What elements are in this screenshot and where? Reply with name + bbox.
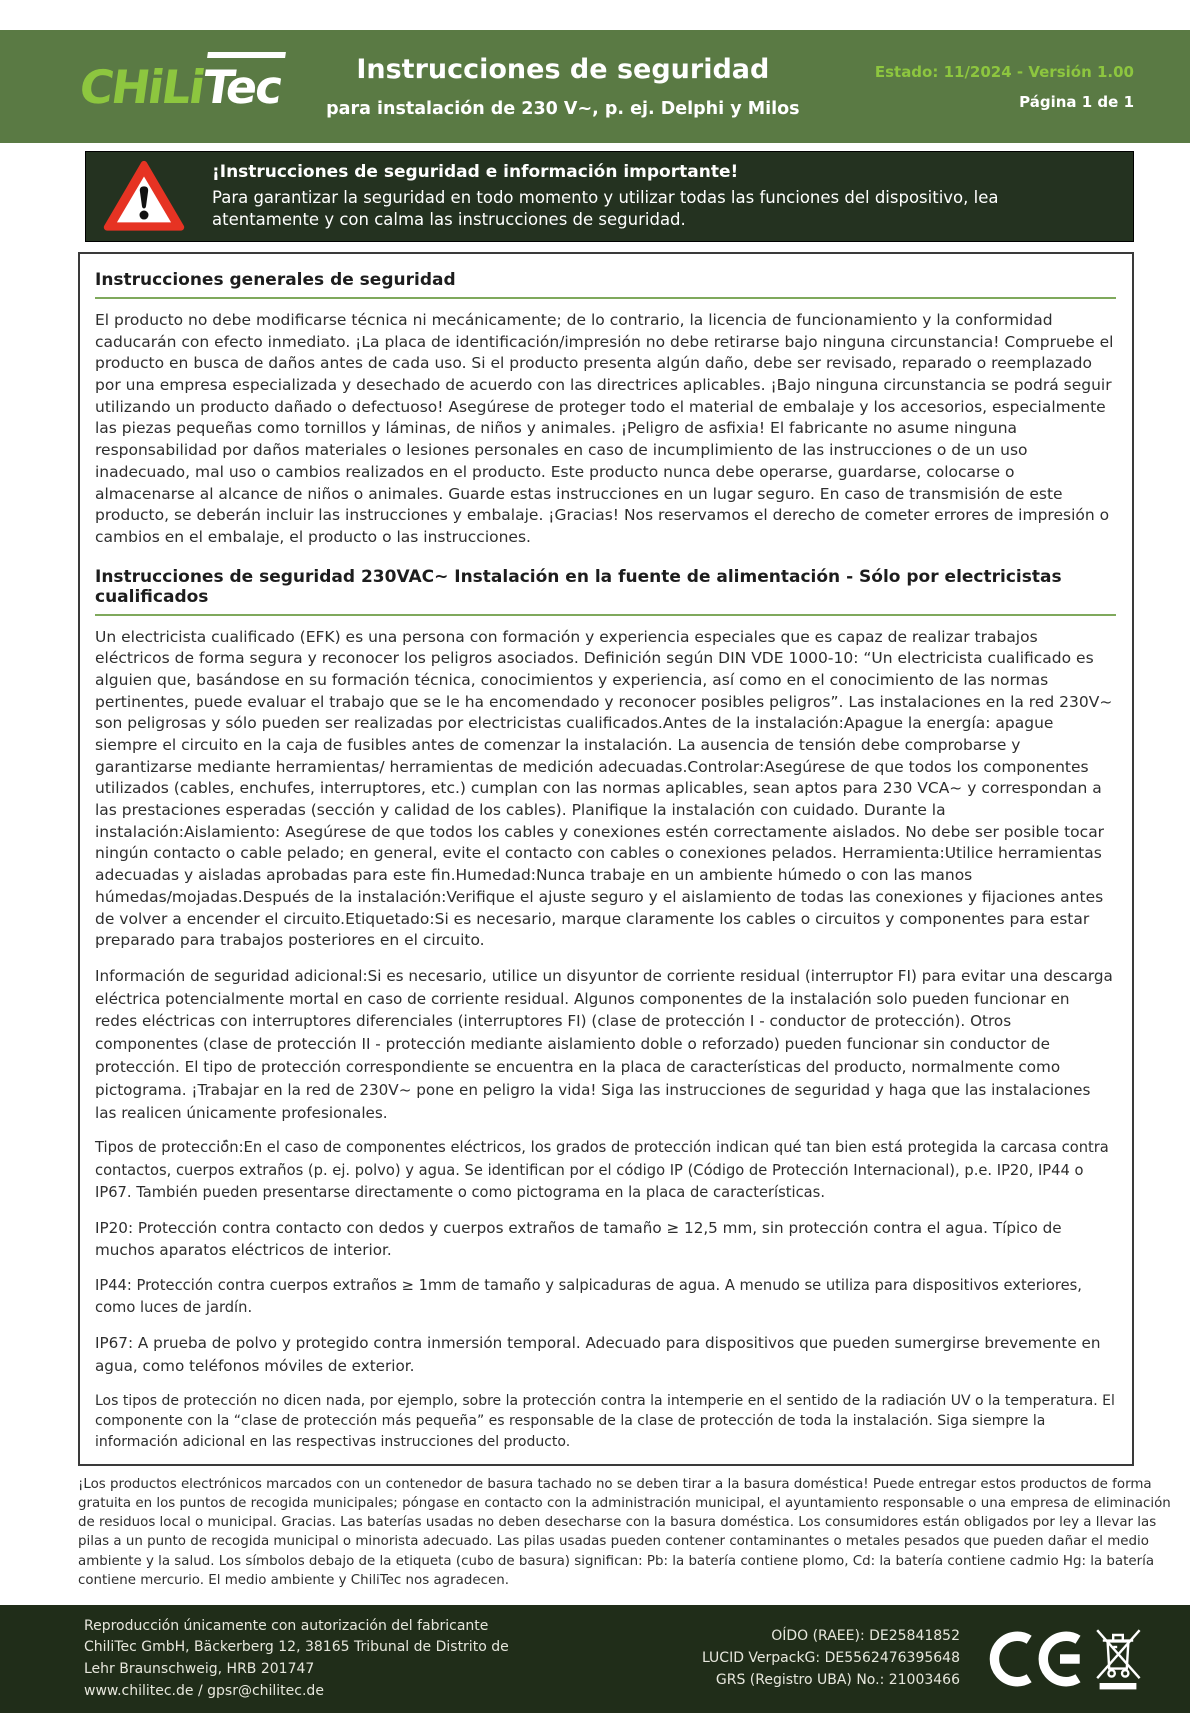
footer-marks xyxy=(980,1623,1142,1695)
warning-triangle-icon xyxy=(102,160,186,234)
page-number: Página 1 de 1 xyxy=(1019,92,1134,111)
paragraph-general-safety: El producto no debe modificarse técnica ni mecánicamente; de lo contrario, la licencia de funcionamiento y la conformidad caducarán con efecto inmediato. ¡La placa de identificación/impresión no debe retirarse bajo ninguna circunstancia! Compruebe el producto en busca de daños antes de cada uso. Si el producto presenta algún daño, debe ser revisado, reparado o reemplazado por una empresa especializada y desechado de acuerdo con las directrices aplicables. ¡Bajo ninguna circunstancia se podrá seguir utilizando un producto dañado o defectuoso! Asegúrese de proteger todo el material de embalaje y los accesorios, especialmente las piezas pequeñas como tornillos y láminas, de niños y animales. ¡Peligro de asfixia! El fabricante no asume ninguna responsabilidad por daños materiales o lesiones personales en caso de incumplimiento de las instrucciones o de un uso inadecuado, mal uso o cambios realizados en el producto. Este producto nunca debe operarse, guardarse, colocarse o almacenarse al alcance de niños o animales. Guarde estas instrucciones en un lugar seguro. En caso de transmisión de este producto, se deberán incluir las instrucciones y embalaje. ¡Gracias! Nos reservamos el derecho de cometer errores de impresión o cambios en el embalaje, el producto o las instrucciones. xyxy=(95,311,1114,546)
logo-text-white: Tec xyxy=(199,52,285,114)
paragraph-ip20: IP20: Protección contra contacto con dedos y cuerpos extraños de tamaño ≥ 12,5 mm, sin protección contra el agua. Típico de muchos aparatos eléctricos de interior. xyxy=(95,1218,1062,1260)
paragraph-qualified-electrician: Un electricista cualificado (EFK) es una persona con formación y experiencia especiales que es capaz de realizar trabajos eléctricos de forma segura y reconocer los peligros asociados. Definición según DIN VDE 1000-10: “Un electricista cualificado es alguien que, basándose en su formación técnica, conocimientos y experiencia, así como en el conocimiento de las normas pertinentes, puede evaluar el trabajo que se le ha encomendado y reconocer posibles peligros”. Las instalaciones en la red 230V~ son peligrosas y sólo pueden ser realizadas por electricistas cualificados.Antes de la instalación:Apague la energía: apague siempre el circuito en la caja de fusibles antes de comenzar la instalación. La ausencia de tensión debe comprobarse y garantizarse mediante herramientas/ herramientas de medición adecuadas.Controlar:Asegúrese de que todos los componentes utilizados (cables, enchufes, interruptores, etc.) cumplan con las normas aplicables, sean aptos para 230 VCA~ y correspondan a las prestaciones esperadas (sección y calidad de los cables). Planifique la instalación con cuidado. Durante la instalación:Aislamiento: Asegúrese de que todos los cables y conexiones estén correctamente aislados. No debe ser posible tocar ningún contacto o cable pelado; en general, evite el contacto con cables o conexiones pelados. Herramienta:Utilice herramientas adecuadas y aisladas aprobadas para este fin.Humedad:Nunca trabaje en un ambiente húmedo o con las manos húmedas/mojadas.Después de la instalación:Verifique el ajuste seguro y el aislamiento de todas las conexiones y fijaciones antes de volver a encender el circuito.Etiquetado:Si es necesario, marque claramente los cables o circuitos y componentes para estar preparado para trabajos posteriores en el circuito. xyxy=(95,627,1113,950)
footer-lucid-number: LUCID VerpackG: DE5562476395648 xyxy=(701,1650,960,1667)
paragraph-protection-types: Tipos de protecció̈n:En el caso de componentes eléctricos, los grados de protección indican qué tan bien está protegida la carcasa contra contactos, cuerpos extraños (p. ej. polvo) y agua. Se identifican por el código IP (Código de Protección Internacional), p.e. IP20, IP44 o IP67. También pueden presentarse directamente o como pictograma en la placa de características. xyxy=(95,1139,1109,1201)
paragraph-ip67: IP67: A prueba de polvo y protegido contra inmersión temporal. Adecuado para dispositivos que pueden sumergirse brevemente en agua, como teléfonos móviles de exterior. xyxy=(95,1334,1101,1376)
section-heading-general: Instrucciones generales de seguridad xyxy=(95,270,1116,299)
page-subtitle: para instalación de 230 V~, p. ej. Delphi y Milos xyxy=(326,99,800,119)
paragraph-additional-safety: Información de seguridad adicional:Si es necesario, utilice un disyuntor de corriente residual (interruptor FI) para evitar una descarga eléctrica potencialmente mortal en caso de corriente residual. Algunos componentes de la instalación solo pueden funcionar en redes eléctricas con interruptores diferenciales (interruptores FI) (clase de protección I - conductor de protección). Otros componentes (clase de protección II - protección mediante aislamiento doble o reforzado) pueden funcionar sin conductor de protección. El tipo de protección correspondiente se encuentra en la placa de características del producto, normalmente como pictograma. ¡Trabajar en la red de 230V~ pone en peligro la vida! Siga las instrucciones de seguridad y haga que las instalaciones las realicen únicamente profesionales. xyxy=(95,966,1113,1122)
version-status: Estado: 11/2024 - Versión 1.00 xyxy=(874,62,1134,81)
footer-line-company: ChiliTec GmbH, Bäckerberg 12, 38165 Tribunal de Distrito de xyxy=(84,1639,509,1656)
header-titles xyxy=(281,54,875,119)
footer-line-reproduction: Reproducción únicamente con autorización del fabricante xyxy=(84,1617,489,1634)
header-meta xyxy=(875,63,1134,111)
logo-text-green: CHiLi xyxy=(76,59,207,114)
registration-numbers xyxy=(702,1626,960,1691)
manufacturer-info xyxy=(84,1616,509,1703)
weee-bin-icon xyxy=(1094,1623,1142,1695)
disposal-note: ¡Los productos electrónicos marcados con un contenedor de basura tachado no se deben tirar a la basura doméstica! Puede entregar estos productos de forma gratuita en los puntos de recogida municipales; póngase en contacto con la administración municipal, el ayuntamiento responsable o una empresa de eliminación de residuos local o municipal. Gracias. Las baterías usadas no deben desecharse con la basura doméstica. Los consumidores están obligados por ley a llevar las pilas a un punto de recogida municipal o minorista adecuado. Las pilas usadas pueden contener contaminantes o metales pesados que pueden dañar el medio ambiente y la salud. Los símbolos debajo de la etiqueta (cubo de basura) significan: Pb: la batería contiene plomo, Cd: la batería contiene cadmio Hg: la batería contiene mercurio. El medio ambiente y ChiliTec nos agradecen. xyxy=(78,1477,1171,1588)
chilitec-logo xyxy=(76,59,285,114)
header-band xyxy=(0,30,1190,143)
footer-band xyxy=(0,1605,1190,1713)
paragraph-protection-note: Los tipos de protección no dicen nada, por ejemplo, sobre la protección contra la intemperie en el sentido de la radiación UV o la temperatura. El componente con la “clase de protección más pequeña” es responsable de la clase de protección de toda la instalación. Siga siempre la información adicional en las respectivas instrucciones del producto. xyxy=(95,1392,1115,1450)
warning-banner xyxy=(85,151,1134,242)
footer-line-contact: www.chilitec.de / gpsr@chilitec.de xyxy=(84,1682,324,1699)
section-heading-230vac: Instrucciones de seguridad 230VAC~ Instalación en la fuente de alimentación - Sólo por electricistas cualificados xyxy=(95,567,1116,616)
warning-text xyxy=(212,162,1052,231)
footer-grs-number: GRS (Registro UBA) No.: 21003466 xyxy=(715,1671,960,1688)
warning-body: Para garantizar la seguridad en todo momento y utilizar todas las funciones del dispositivo, lea atentamente y con calma las instrucciones de seguridad. xyxy=(212,188,999,229)
paragraph-ip44: IP44: Protección contra cuerpos extraños ≥ 1mm de tamaño y salpicaduras de agua. A menudo se utiliza para dispositivos exteriores, como luces de jardín. xyxy=(95,1277,1082,1317)
warning-title: ¡Instrucciones de seguridad e información importante! xyxy=(212,162,739,183)
footer-weee-number: OÍDO (RAEE): DE25841852 xyxy=(771,1628,960,1645)
page-title: Instrucciones de seguridad xyxy=(356,54,770,85)
safety-instructions-box xyxy=(78,252,1134,1466)
ce-mark-icon xyxy=(988,1629,1084,1689)
footer-line-register: Lehr Braunschweig, HRB 201747 xyxy=(84,1661,315,1677)
